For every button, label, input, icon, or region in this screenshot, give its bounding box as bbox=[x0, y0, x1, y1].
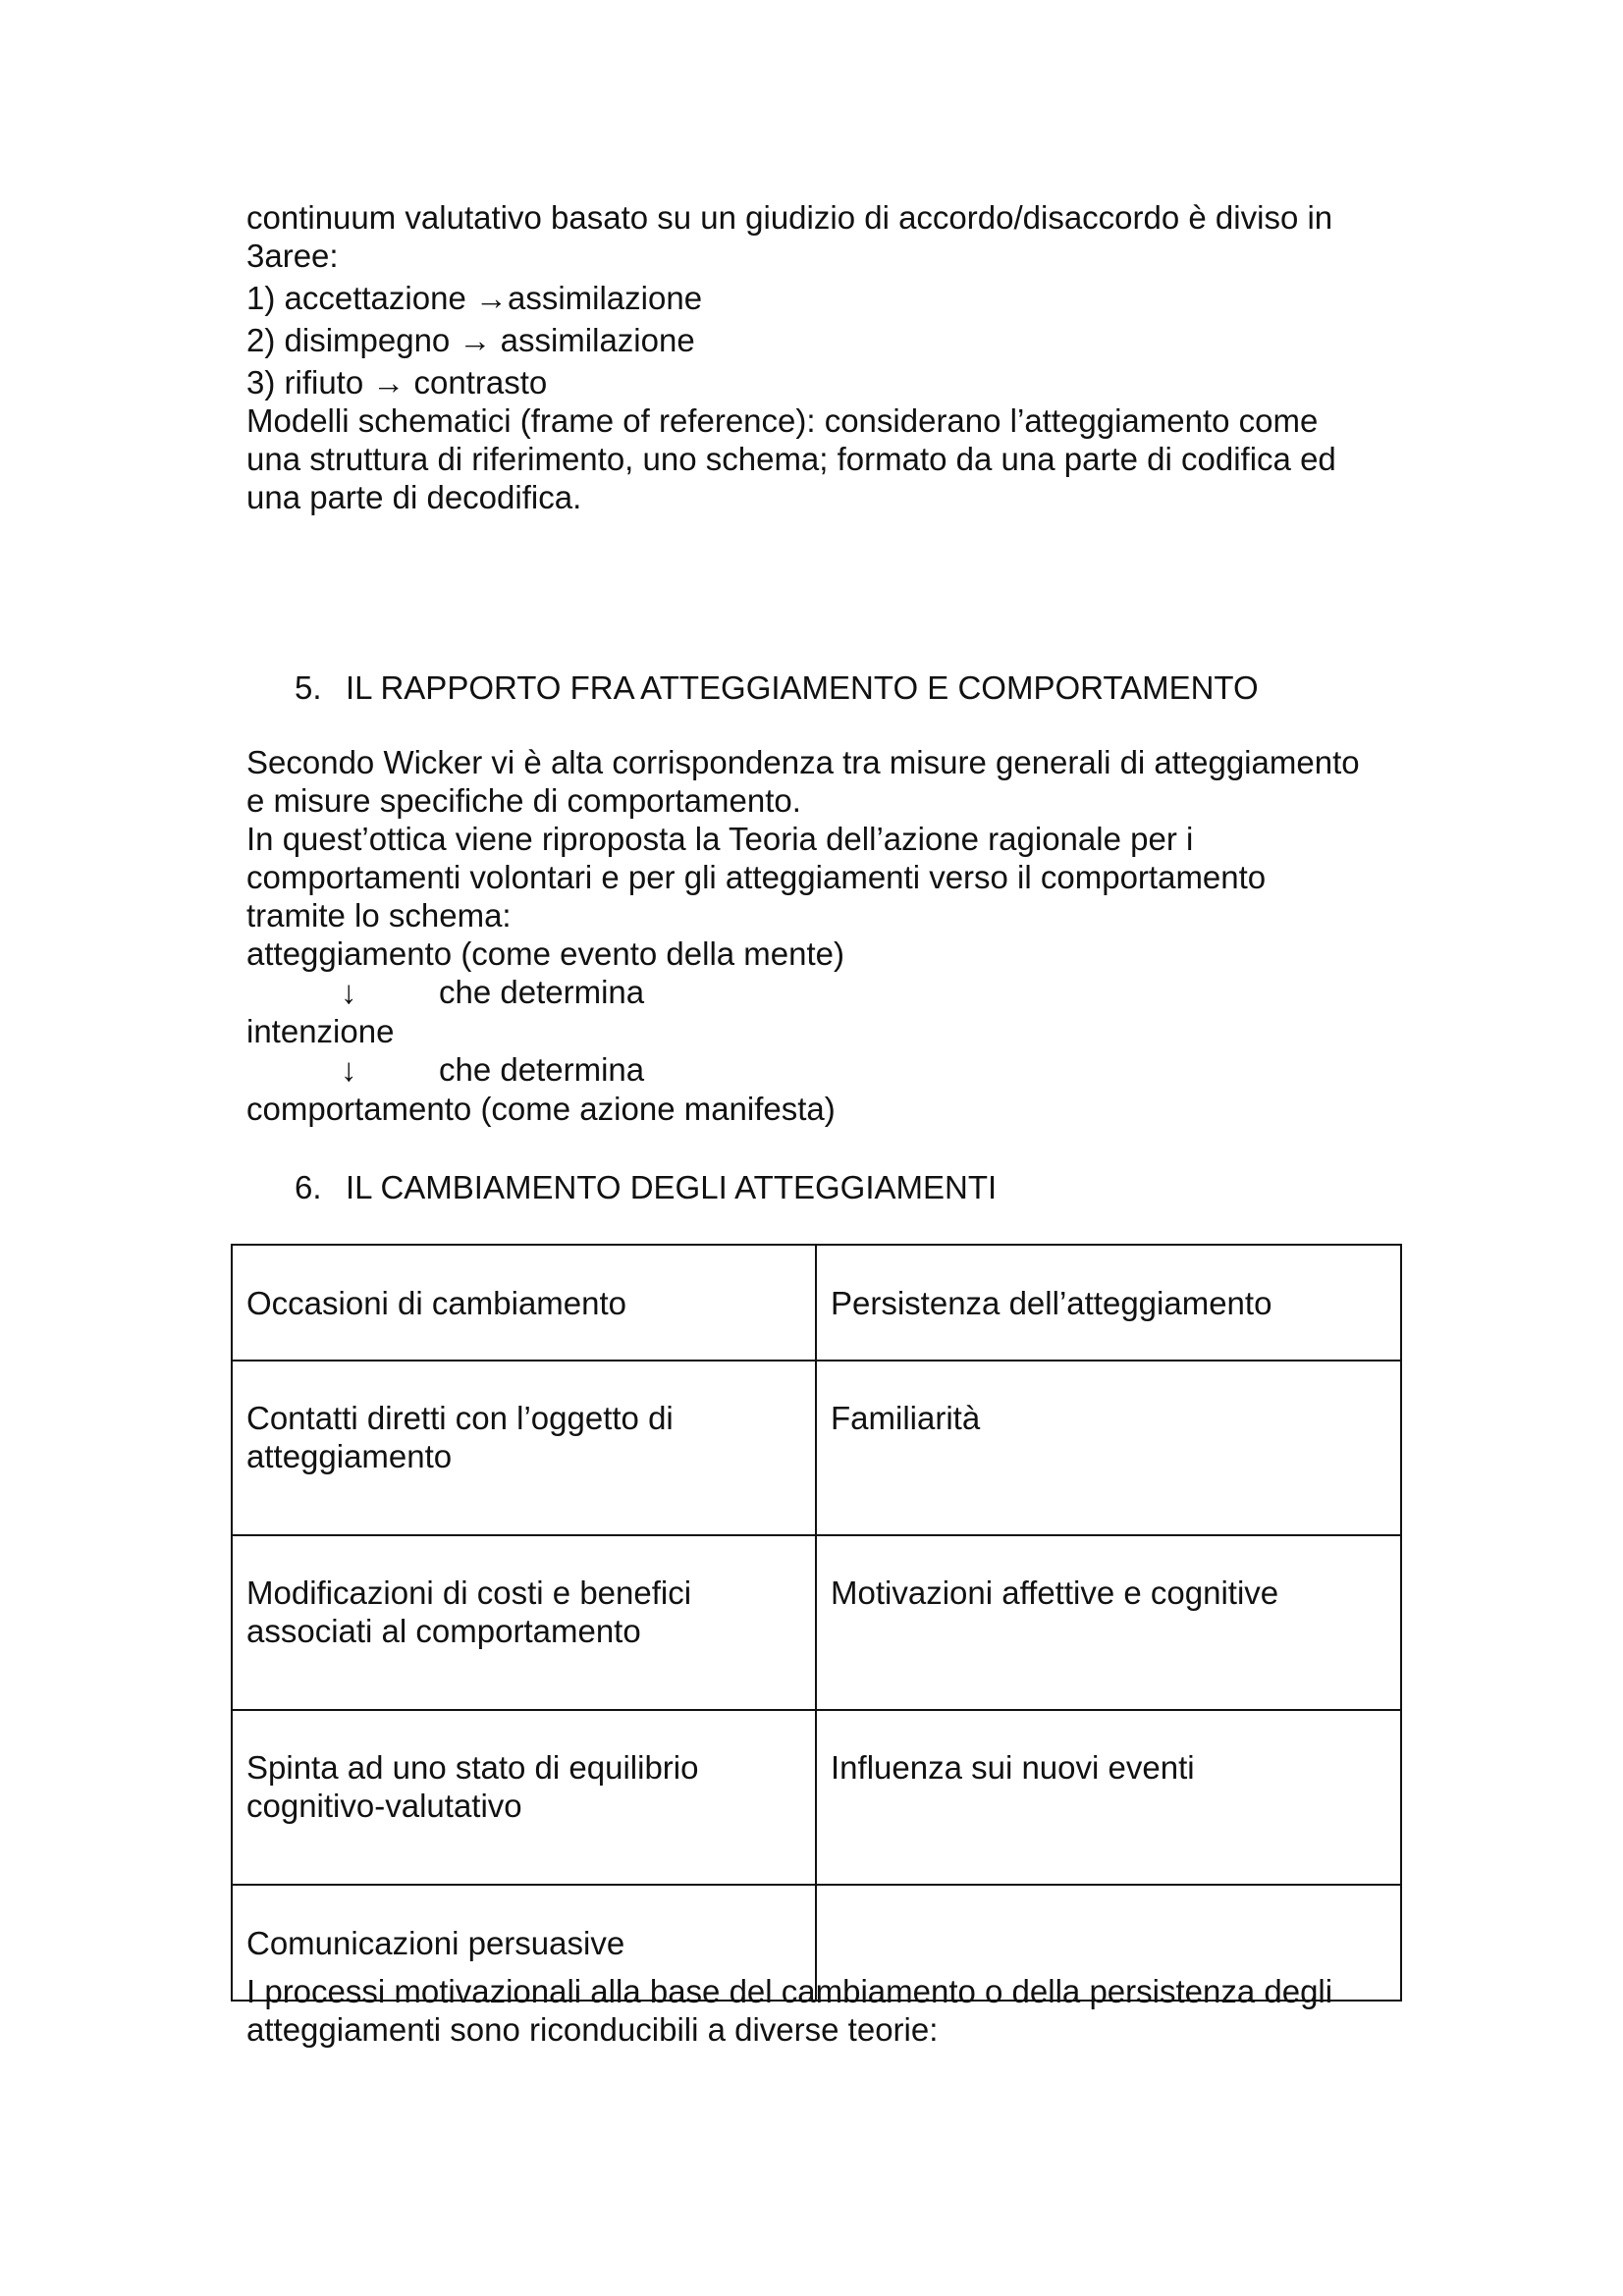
section-5-body bbox=[246, 743, 1405, 1128]
table-cell bbox=[816, 1361, 1401, 1535]
section-number: 6. bbox=[295, 1169, 322, 1205]
list-item-disimpegno: 2) disimpegno → assimilazione bbox=[246, 322, 695, 358]
closing-line: I processi motivazionali alla base del cambiamento o della persistenza degli bbox=[246, 1973, 1333, 2009]
cell-line: Contatti diretti con l’oggetto di bbox=[246, 1400, 674, 1436]
body-line: tramite lo schema: bbox=[246, 897, 512, 934]
cell-line: cognitivo-valutativo bbox=[246, 1788, 522, 1824]
table-header-cell: Persistenza dell’atteggiamento bbox=[816, 1245, 1401, 1361]
table-row bbox=[232, 1535, 1401, 1710]
schema-step-atteggiamento: atteggiamento (come evento della mente) bbox=[246, 935, 845, 972]
schema-step-comportamento: comportamento (come azione manifesta) bbox=[246, 1091, 836, 1127]
section-6-heading bbox=[295, 1168, 997, 1206]
attitude-change-table bbox=[231, 1244, 1402, 2002]
table-cell bbox=[816, 1535, 1401, 1710]
schema-step-intenzione: intenzione bbox=[246, 1013, 395, 1049]
cell-line: Familiarità bbox=[831, 1400, 981, 1436]
section-number: 5. bbox=[295, 669, 322, 706]
cell-line: Modificazioni di costi e benefici bbox=[246, 1575, 692, 1611]
list-item-rifiuto: 3) rifiuto → contrasto bbox=[246, 364, 548, 400]
body-line: comportamenti volontari e per gli atteggiamenti verso il comportamento bbox=[246, 859, 1267, 895]
down-arrow-icon: ↓ bbox=[341, 1051, 357, 1088]
section-5-heading bbox=[295, 668, 1259, 707]
closing-line: atteggiamenti sono riconducibili a diverse teorie: bbox=[246, 2011, 939, 2048]
closing-paragraph bbox=[246, 1972, 1405, 2049]
intro-line: continuum valutativo basato su un giudizio di accordo/disaccordo è diviso in bbox=[246, 199, 1333, 236]
body-line: Secondo Wicker vi è alta corrispondenza tra misure generali di atteggiamento bbox=[246, 744, 1360, 780]
table-header-cell: Occasioni di cambiamento bbox=[232, 1245, 816, 1361]
body-line: In quest’ottica viene riproposta la Teoria dell’azione ragionale per i bbox=[246, 821, 1194, 857]
intro-paragraph bbox=[246, 198, 1405, 516]
table-row bbox=[232, 1710, 1401, 1885]
cell-line: Influenza sui nuovi eventi bbox=[831, 1749, 1195, 1786]
cell-line: Motivazioni affettive e cognitive bbox=[831, 1575, 1279, 1611]
schema-arrow-row bbox=[246, 973, 1405, 1012]
table-cell bbox=[232, 1535, 816, 1710]
cell-line: atteggiamento bbox=[246, 1438, 453, 1474]
cell-line: Comunicazioni persuasive bbox=[246, 1924, 625, 1961]
section-title: IL CAMBIAMENTO DEGLI ATTEGGIAMENTI bbox=[346, 1169, 998, 1205]
table-cell bbox=[232, 1710, 816, 1885]
cell-line: associati al comportamento bbox=[246, 1613, 641, 1649]
section-title: IL RAPPORTO FRA ATTEGGIAMENTO E COMPORTAMENTO bbox=[346, 669, 1259, 706]
intro-line: Modelli schematici (frame of reference): considerano l’atteggiamento come bbox=[246, 402, 1319, 439]
cell-line: Spinta ad uno stato di equilibrio bbox=[246, 1749, 699, 1786]
table-header-row bbox=[232, 1245, 1401, 1361]
intro-line: 3aree: bbox=[246, 238, 339, 274]
schema-arrow-row bbox=[246, 1050, 1405, 1090]
body-line: e misure specifiche di comportamento. bbox=[246, 782, 801, 819]
table-cell bbox=[232, 1361, 816, 1535]
intro-line: una struttura di riferimento, uno schema; formato da una parte di codifica ed bbox=[246, 441, 1336, 477]
intro-line: una parte di decodifica. bbox=[246, 479, 582, 515]
list-item-accettazione: 1) accettazione →assimilazione bbox=[246, 280, 703, 316]
arrow-label: che determina bbox=[439, 1051, 645, 1088]
table-row bbox=[232, 1361, 1401, 1535]
arrow-label: che determina bbox=[439, 974, 645, 1010]
down-arrow-icon: ↓ bbox=[341, 974, 357, 1010]
table-cell bbox=[816, 1710, 1401, 1885]
